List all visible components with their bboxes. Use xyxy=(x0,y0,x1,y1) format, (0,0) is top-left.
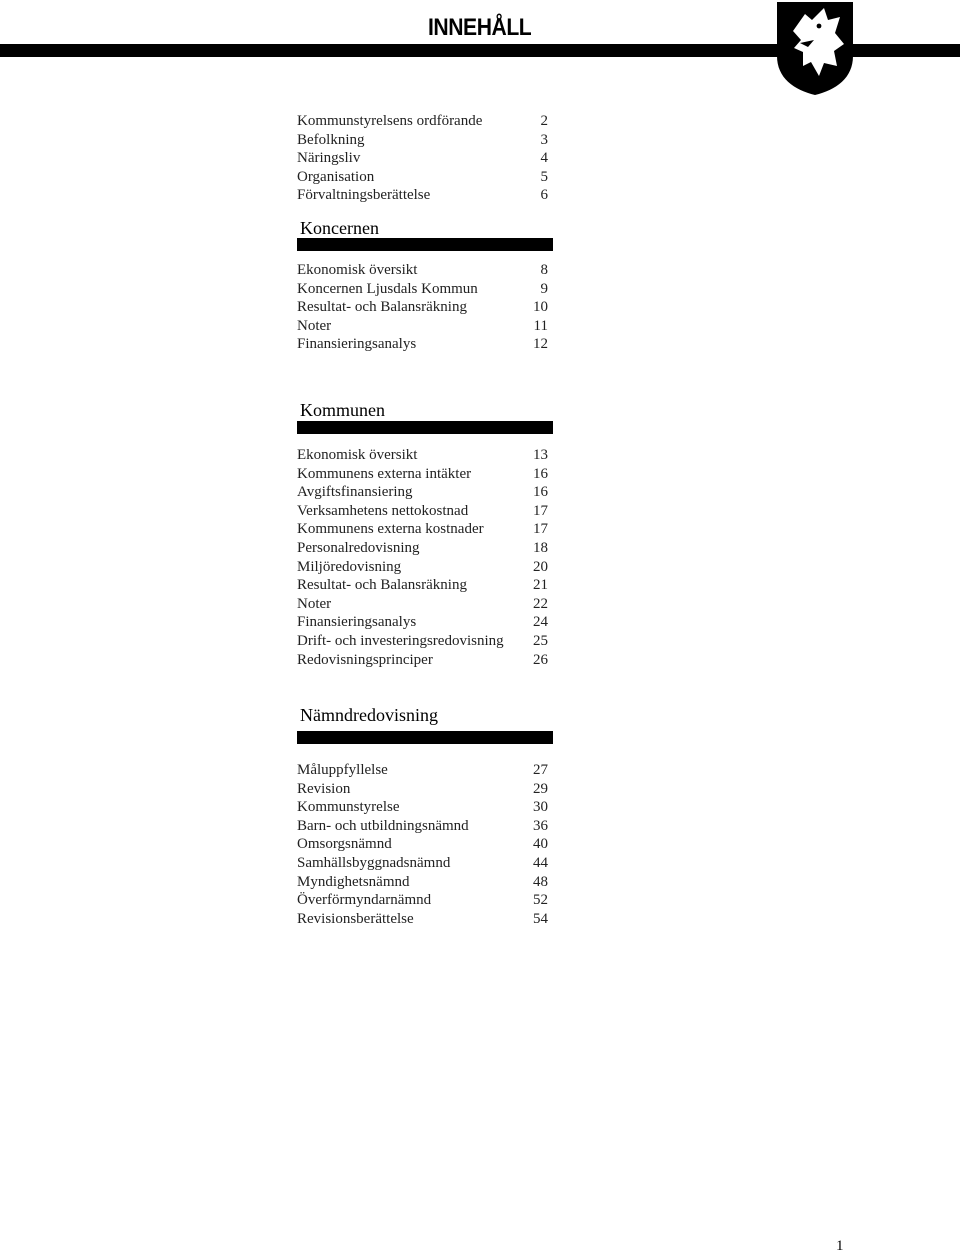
toc-entry-page: 11 xyxy=(533,317,548,334)
toc-entry[interactable] xyxy=(297,613,557,632)
toc-entry[interactable] xyxy=(297,891,557,910)
toc-entry[interactable] xyxy=(297,651,557,670)
toc-entry-label: Revisionsberättelse xyxy=(297,910,414,927)
toc-entry-page: 20 xyxy=(533,558,548,575)
toc-entry-page: 30 xyxy=(533,799,548,816)
toc-namndredovisning xyxy=(297,761,557,928)
section-title-namndredovisning: Nämndredovisning xyxy=(300,705,438,725)
toc-entry-label: Avgiftsfinansiering xyxy=(297,484,413,501)
toc-entry-page: 9 xyxy=(540,280,548,297)
toc-entry-page: 48 xyxy=(533,873,548,890)
toc-entry-label: Ekonomisk översikt xyxy=(297,447,418,463)
toc-entry-page: 12 xyxy=(533,336,548,353)
toc-list xyxy=(297,261,557,354)
toc-entry[interactable] xyxy=(297,317,557,336)
toc-entry[interactable] xyxy=(297,835,557,854)
toc-entry-label: Finansieringsanalys xyxy=(297,336,417,353)
page-number: 1 xyxy=(836,1238,844,1254)
toc-entry-label: Resultat- och Balansräkning xyxy=(297,577,467,594)
toc-entry[interactable] xyxy=(297,873,557,892)
toc-entry-label: Koncernen Ljusdals Kommun xyxy=(297,280,478,297)
section-bar xyxy=(297,731,553,744)
toc-entry-page: 4 xyxy=(540,150,548,167)
toc-entry[interactable] xyxy=(297,483,557,502)
toc-entry-label: Förvaltningsberättelse xyxy=(297,187,431,204)
toc-entry-label: Noter xyxy=(297,317,332,334)
coat-of-arms-icon xyxy=(774,0,856,96)
toc-entry-label: Personalredovisning xyxy=(297,539,420,556)
toc-entry[interactable] xyxy=(297,854,557,873)
toc-entry-page: 44 xyxy=(533,854,548,871)
toc-entry-page: 13 xyxy=(533,447,548,463)
toc-entry-label: Noter xyxy=(297,595,332,612)
toc-entry[interactable] xyxy=(297,910,557,929)
toc-entry[interactable] xyxy=(297,335,557,354)
toc-entry[interactable] xyxy=(297,280,557,299)
toc-entry[interactable] xyxy=(297,520,557,539)
toc-entry-page: 18 xyxy=(533,539,548,556)
toc-entry-label: Redovisningsprinciper xyxy=(297,651,433,668)
toc-entry-label: Kommunens externa kostnader xyxy=(297,521,484,538)
toc-entry[interactable] xyxy=(297,761,557,780)
toc-entry-page: 29 xyxy=(533,780,548,797)
toc-entry[interactable] xyxy=(297,446,557,465)
toc-entry[interactable] xyxy=(297,149,557,168)
toc-entry-page: 16 xyxy=(533,465,548,482)
toc-entry-label: Drift- och investeringsredovisning xyxy=(297,632,504,649)
toc-entry-label: Måluppfyllelse xyxy=(297,762,388,778)
toc-entry-page: 27 xyxy=(533,762,548,778)
toc-entry[interactable] xyxy=(297,112,557,131)
toc-entry-label: Ekonomisk översikt xyxy=(297,262,418,278)
toc-entry[interactable] xyxy=(297,131,557,150)
toc-entry-page: 3 xyxy=(540,131,548,148)
toc-entry-page: 26 xyxy=(533,651,548,668)
toc-kommunen xyxy=(297,446,557,669)
toc-entry-label: Befolkning xyxy=(297,131,365,148)
section-bar xyxy=(297,238,553,251)
toc-entry[interactable] xyxy=(297,558,557,577)
toc-entry-label: Omsorgsnämnd xyxy=(297,836,392,853)
toc-koncernen xyxy=(297,261,557,354)
toc-entry-label: Överförmyndarnämnd xyxy=(297,892,432,909)
section-bar xyxy=(297,421,553,434)
toc-entry[interactable] xyxy=(297,186,557,205)
section-title-kommunen: Kommunen xyxy=(300,400,385,420)
toc-entry-label: Verksamhetens nettokostnad xyxy=(297,502,469,519)
toc-entry-label: Resultat- och Balansräkning xyxy=(297,299,467,316)
page-title: INNEHÅLL xyxy=(428,14,532,41)
toc-entry-page: 21 xyxy=(533,577,548,594)
toc-entry-page: 54 xyxy=(533,910,548,927)
toc-entry-label: Myndighetsnämnd xyxy=(297,873,410,890)
toc-entry-page: 2 xyxy=(540,113,548,129)
toc-entry-page: 16 xyxy=(533,484,548,501)
toc-entry-page: 22 xyxy=(533,595,548,612)
toc-entry-label: Kommunstyrelsens ordförande xyxy=(297,113,483,129)
section-title-koncernen: Koncernen xyxy=(300,218,379,238)
toc-entry-page: 25 xyxy=(533,632,548,649)
toc-entry[interactable] xyxy=(297,817,557,836)
toc-entry[interactable] xyxy=(297,595,557,614)
toc-entry-page: 6 xyxy=(540,187,548,204)
toc-entry-page: 8 xyxy=(540,262,548,278)
toc-entry-page: 5 xyxy=(540,168,548,185)
toc-entry-page: 36 xyxy=(533,817,548,834)
toc-entry-page: 52 xyxy=(533,892,548,909)
toc-entry-label: Kommunens externa intäkter xyxy=(297,465,472,482)
toc-entry[interactable] xyxy=(297,465,557,484)
toc-entry[interactable] xyxy=(297,298,557,317)
toc-entry-label: Samhällsbyggnadsnämnd xyxy=(297,854,451,871)
toc-list xyxy=(297,446,557,669)
toc-entry-page: 24 xyxy=(533,614,548,631)
toc-list xyxy=(297,761,557,928)
toc-entry[interactable] xyxy=(297,539,557,558)
toc-entry-label: Miljöredovisning xyxy=(297,558,402,575)
toc-entry-page: 17 xyxy=(533,502,548,519)
toc-entry-page: 10 xyxy=(533,299,548,316)
toc-entry-label: Revision xyxy=(297,780,351,797)
toc-entry-page: 40 xyxy=(533,836,548,853)
toc-entry[interactable] xyxy=(297,632,557,651)
toc-entry[interactable] xyxy=(297,502,557,521)
toc-entry-page: 17 xyxy=(533,521,548,538)
toc-entry-label: Organisation xyxy=(297,168,375,185)
toc-entry[interactable] xyxy=(297,168,557,187)
toc-entry[interactable] xyxy=(297,261,557,280)
toc-entry-label: Finansieringsanalys xyxy=(297,614,417,631)
toc-entry[interactable] xyxy=(297,780,557,799)
toc-intro xyxy=(297,112,557,205)
toc-entry-label: Näringsliv xyxy=(297,150,361,167)
toc-list xyxy=(297,112,557,205)
toc-entry[interactable] xyxy=(297,576,557,595)
toc-entry[interactable] xyxy=(297,798,557,817)
toc-entry-label: Kommunstyrelse xyxy=(297,799,400,816)
toc-entry-label: Barn- och utbildningsnämnd xyxy=(297,817,469,834)
